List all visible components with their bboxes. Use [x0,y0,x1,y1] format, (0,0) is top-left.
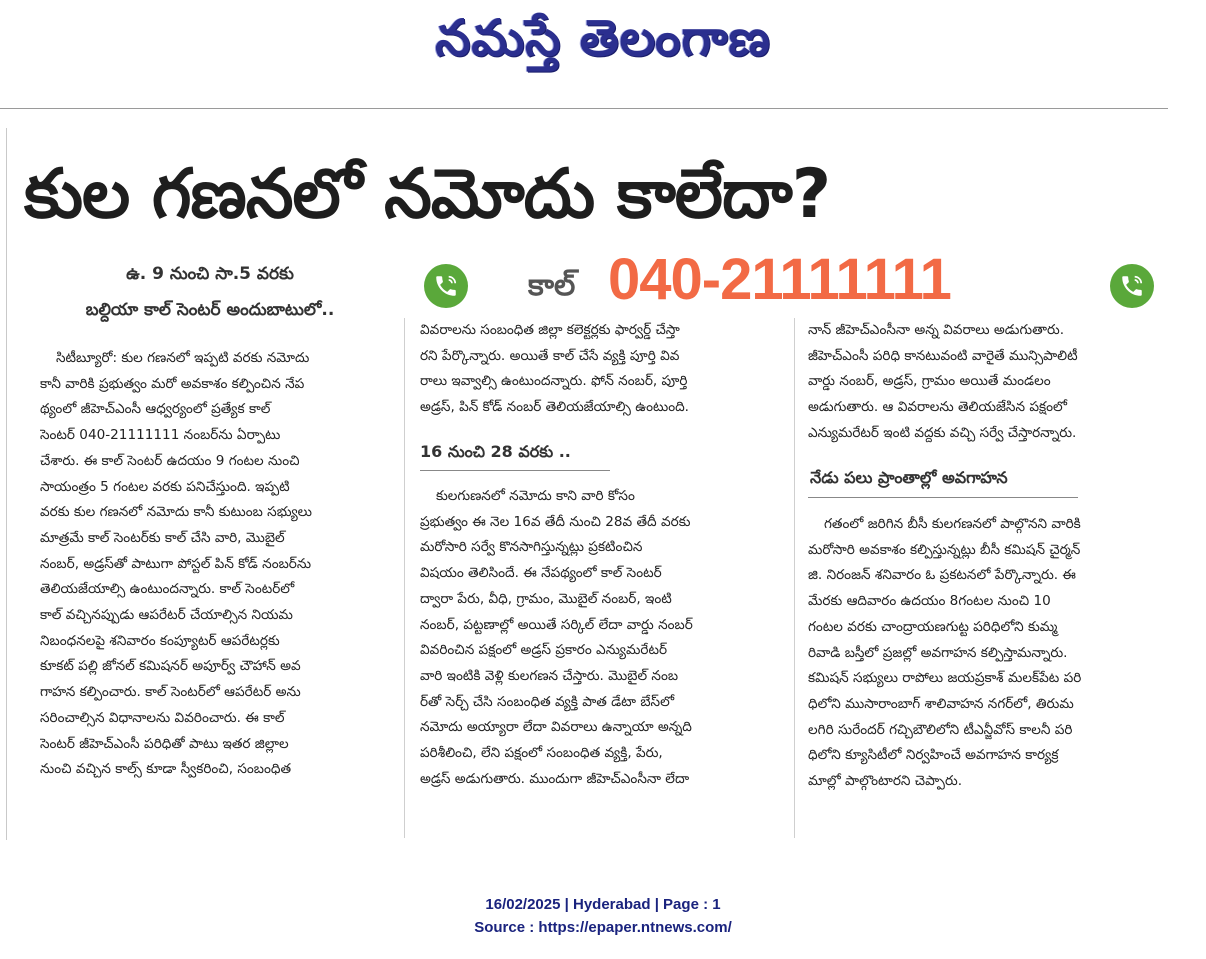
article-line: గతంలో జరిగిన బీసీ కులగణనలో పాల్గొనని వారికి [824,516,1081,532]
article-line: అడ్రస్ అడుగుతారు. ముందుగా జీహెచ్ఎంసీనా లేదా [420,770,690,787]
column-divider [794,318,795,838]
article-line: పరిశీలించి, లేని పక్షంలో సంబంధిత వ్యక్తి, పేరు, [420,745,663,762]
subhead-underline [808,497,1078,498]
phone-handset-icon [433,273,459,299]
article-line: గాహన కల్పించారు. కాల్ సెంటర్‌లో ఆపరేటర్ అను [40,684,301,701]
article-line: మేరకు ఆదివారం ఉదయం 8గంటల నుంచి 10 [808,593,1051,610]
article-line: గంటల వరకు చాంద్రాయణగుట్ట పరిధిలోని కుమ్మ [808,618,1058,635]
article-line: మరోసారి సర్వే కొనసాగిస్తున్నట్లు ప్రకటించిన [420,539,643,556]
article-line: విషయం తెలిసిందే. ఈ నేపథ్యంలో కాల్ సెంటర్ [420,565,662,582]
subhead-awareness: నేడు పలు ప్రాంతాల్లో అవగాహన [810,468,1008,487]
article-line: కూకట్ పల్లి జోనల్ కమిషనర్ అపూర్వ్ చౌహాన్ అవ [40,658,301,675]
masthead-title: నమస్తే తెలంగాణ [435,8,771,67]
article-line: వరకు కుల గణనలో నమోదు కానీ కుటుంబ సభ్యులు [40,504,313,521]
article-line: రాలు ఇవ్వాల్సి ఉంటుందన్నారు. ఫోన్ నంబర్, పూర్తి [420,373,688,390]
subhead-underline [420,470,610,471]
footer-source-line: Source : https://epaper.ntnews.com/ [474,919,732,936]
article-line: అడుగుతారు. ఆ వివరాలను తెలియజేసిన పక్షంలో [808,399,1067,416]
footer-date-line: 16/02/2025 | Hyderabad | Page : 1 [485,896,721,913]
article-line: రని పేర్కొన్నారు. అయితే కాల్ చేసే వ్యక్తి పూర్తి వివ [420,347,680,364]
article-column-2-top [420,318,782,421]
call-label: కాల్ [528,268,576,303]
article-line: సెంటర్ జీహెచ్ఎంసీ పరిధితో పాటు ఇతర జిల్లాల [40,735,289,752]
article-line: కమిషన్ సభ్యులు రాపోలు జయప్రకాశ్ మలక్‌పేట పరి [808,670,1082,687]
article-line: సరించాల్సిన విధానాలను వివరించారు. ఈ కాల్ [40,709,285,726]
phone-icon [1110,264,1154,308]
call-number: 040-21111111 [608,247,951,312]
article-line: ద్వారా పేరు, వీధి, గ్రామం, మొబైల్ నంబర్, ఇంటి [420,590,672,607]
article-line: థ్యంలో జీహెచ్ఎంసీ ఆధ్వర్యంలో ప్రత్యేక కాల్ [40,401,271,418]
article-line: రివాడి బస్తీలో ప్రజల్లో అవగాహన కల్పిస్తామన్నారు. [808,644,1068,661]
article-line: మరోసారి అవకాశం కల్పిస్తున్నట్లు బీసీ కమిషన్ చైర్మన్ [808,541,1081,558]
phone-icon [424,264,468,308]
article-line: లగిరి సురేందర్ గచ్చిబౌలిలోని టీఎన్జీవోస్ కాలనీ పరి [808,721,1073,738]
article-line: చేశారు. ఈ కాల్ సెంటర్ ఉదయం 9 గంటల నుంచి [40,452,300,469]
article-line: నాన్ జీహెచ్ఎంసీనా అన్న వివరాలు అడుగుతారు. [808,322,1065,338]
article-line: ధిలోని క్యూసిటీలో నిర్వహించే అవగాహన కార్యక్ర [808,747,1059,764]
article-line: కులగుణనలో నమోదు కాని వారి కోసం [436,488,635,504]
top-divider [0,108,1168,109]
article-line: నంబర్, అడ్రస్‌తో పాటుగా పోస్టల్ పిన్ కోడ్ నంబర్‌ను [40,555,312,572]
article-column-3-bottom [808,512,1170,795]
article-column-3-top [808,318,1170,447]
column-divider [404,318,405,838]
article-line: మాత్రమే కాల్ సెంటర్‌కు కాల్ చేసి వారి, మొబైల్ [40,529,285,546]
article-line: తెలియజేయాల్సి ఉంటుందన్నారు. కాల్ సెంటర్‌లో [40,581,295,598]
phone-handset-icon [1119,273,1145,299]
article-line: అడ్రస్, పిన్ కోడ్ నంబర్ తెలియజేయాల్సి ఉంటుంది. [420,399,690,416]
kicker-line-2: బల్దియా కాల్ సెంటర్ అందుబాటులో.. [85,300,335,320]
article-line: ర్‌తో సెర్చ్ చేసి సంబంధిత వ్యక్తి పాత డేటా బేస్‌లో [420,693,675,710]
headline: కుల గణనలో నమోదు కాలేదా? [24,155,831,234]
article-line: వారి ఇంటికి వెళ్లి కులగణన చేస్తారు. మొబైల్ నంబ [420,667,679,684]
article-line: సాయంత్రం 5 గంటల వరకు పనిచేస్తుంది. ఇప్పటి [40,478,290,495]
left-border [6,128,7,840]
article-line: మాల్లో పాల్గొంటారని చెప్పారు. [808,773,963,790]
article-column-1 [40,346,392,783]
article-line: కాల్ వచ్చినప్పుడు ఆపరేటర్ చేయాల్సిన నియమ [40,607,293,624]
article-line: జీహెచ్ఎంసీ పరిధి కానటువంటి వారైతే మున్సిపాలిటీ [808,347,1078,364]
article-line: వివరించిన పక్షంలో అడ్రస్ ప్రకారం ఎన్యుమరేటర్ [420,642,668,659]
article-column-2-bottom [420,484,782,792]
article-line: వార్డు నంబర్, అడ్రస్, గ్రామం అయితే మండలం [808,373,1051,390]
article-line: కానీ వారికి ప్రభుత్వం మరో అవకాశం కల్పించిన నేప [40,375,305,392]
article-line: సెంటర్ 040-21111111 నంబర్‌ను ఏర్పాటు [40,427,281,444]
article-line: జి. నిరంజన్ శనివారం ఓ ప్రకటనలో పేర్కొన్నారు. ఈ [808,567,1076,584]
article-line: సిటీబ్యూరో: కుల గణనలో ఇప్పటి వరకు నమోదు [56,350,310,366]
article-line: ధిలోని ముసారాంబాగ్ శాలివాహన నగర్‌లో, తిరుమ [808,695,1074,712]
article-line: నుంచి వచ్చిన కాల్స్ కూడా స్వీకరించి, సంబంధిత [40,761,292,778]
kicker-line-1: ఉ. 9 నుంచి సా.5 వరకు [126,264,294,284]
article-line: నిబంధనలపై శనివారం కంప్యూటర్ ఆపరేటర్లకు [40,632,280,649]
masthead [0,4,1206,84]
article-line: నమోదు అయ్యారా లేదా వివరాలు ఉన్నాయా అన్నది [420,719,692,736]
article-line: నంబర్, పట్టణాల్లో అయితే సర్కిల్ లేదా వార్డు నంబర్ [420,616,693,633]
article-line: వివరాలను సంబంధిత జిల్లా కలెక్టర్లకు ఫార్వర్డ్ చేస్తా [420,322,680,338]
article-line: ఎన్యుమరేటర్ ఇంటి వద్దకు వచ్చి సర్వే చేస్తారన్నారు. [808,424,1077,441]
subhead-16-28: 16 నుంచి 28 వరకు .. [420,442,571,461]
article-line: ప్రభుత్వం ఈ నెల 16వ తేదీ నుంచి 28వ తేదీ వరకు [420,513,691,530]
